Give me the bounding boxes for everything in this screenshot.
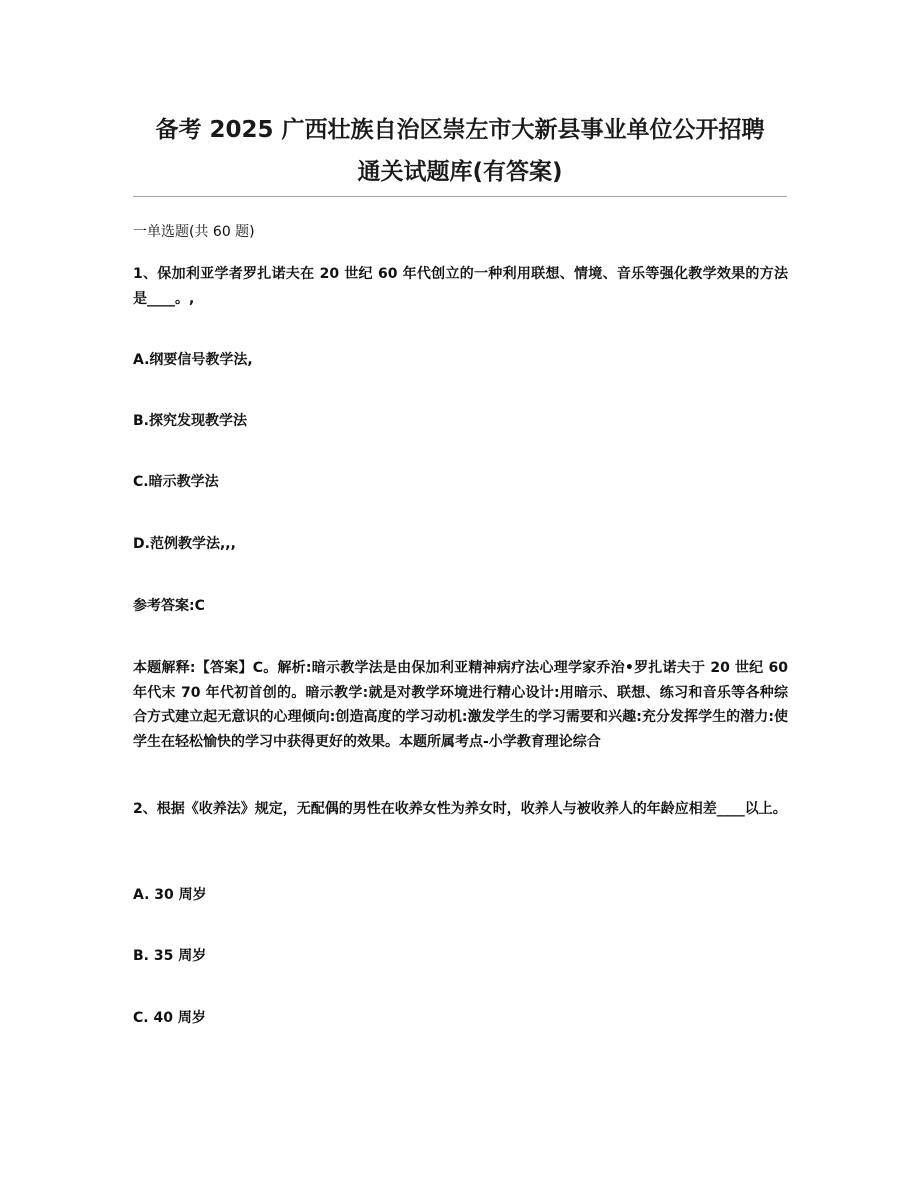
document-title-line2: 通关试题库(有答案) <box>357 159 563 185</box>
section-heading: 一单选题(共 60 题) <box>133 224 255 240</box>
question-1-stem: 1、保加利亚学者罗扎诺夫在 20 世纪 60 年代创立的一种利用联想、情境、音乐等强化教学效果的方法是____。, <box>133 266 788 307</box>
question-2-option-a: A. 30 周岁 <box>133 887 207 903</box>
document-title-line1: 备考 2025 广西壮族自治区崇左市大新县事业单位公开招聘 <box>155 117 765 143</box>
question-1-explanation: 本题解释:【答案】C。解析:暗示教学法是由保加利亚精神病疗法心理学家乔治•罗扎诺夫于 20 世纪 60 年代末 70 年代初首创的。暗示教学:就是对教学环境进行精心设计:用暗示、联想、练习和音乐等各种综合方式建立起无意识的心理倾向:创造高度的学习动机:激发学生的学习需要和兴趣:充分发挥学生的潜力:使学生在轻松愉快的学习中获得更好的效果。本题所属考点-小学教育理论综合 <box>133 660 788 750</box>
question-1-option-d: D.范例教学法,,, <box>133 536 236 552</box>
question-2-stem: 2、根据《收养法》规定，无配偶的男性在收养女性为养女时，收养人与被收养人的年龄应相差____以上。 <box>133 801 787 817</box>
title-divider <box>133 196 787 197</box>
question-1-answer: 参考答案:C <box>133 598 205 614</box>
question-1-option-b: B.探究发现教学法 <box>133 413 247 429</box>
question-2-option-b: B. 35 周岁 <box>133 948 207 964</box>
question-1-option-a: A.纲要信号教学法, <box>133 352 253 368</box>
question-1-option-c: C.暗示教学法 <box>133 474 219 490</box>
question-2-option-c: C. 40 周岁 <box>133 1010 206 1026</box>
